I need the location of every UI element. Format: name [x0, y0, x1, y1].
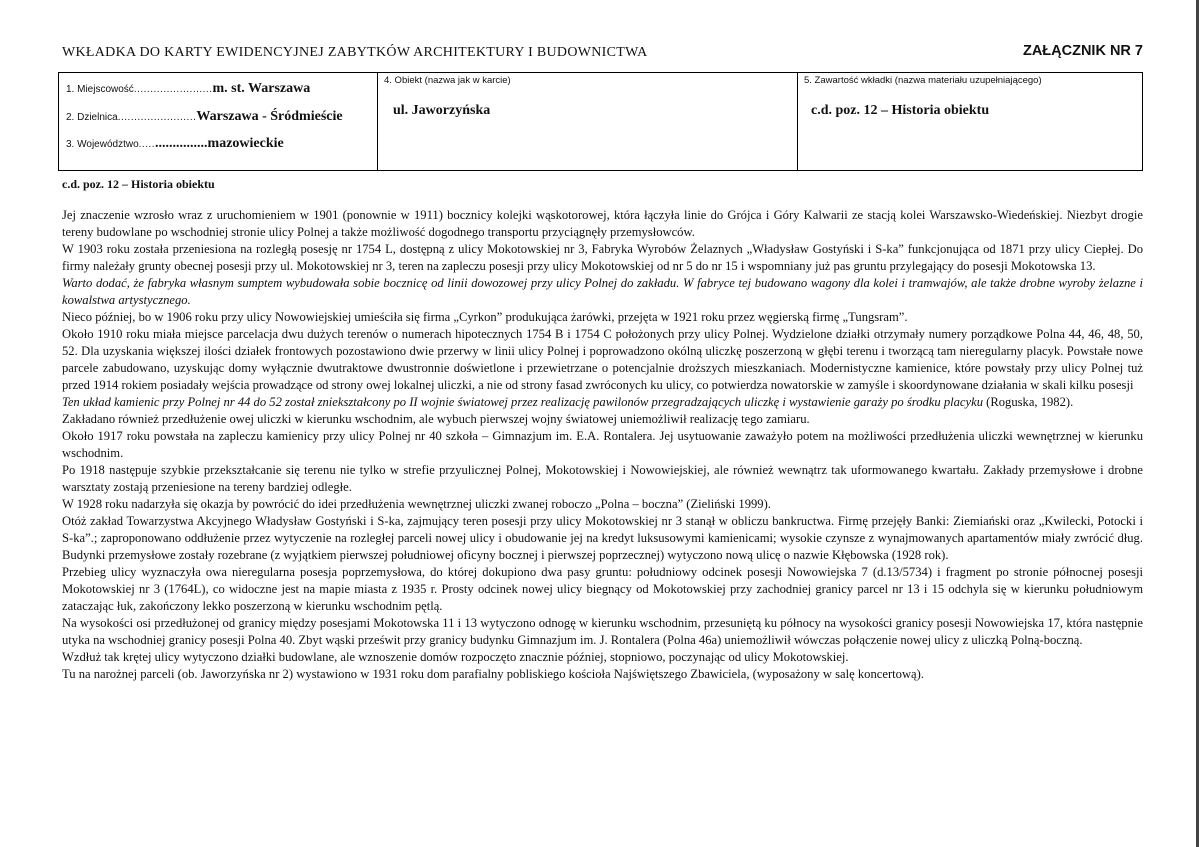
location-cell [59, 73, 378, 170]
content-value: c.d. poz. 12 – Historia obiektu [811, 103, 990, 118]
document-title: WKŁADKA DO KARTY EWIDENCYJNEJ ZABYTKÓW ARCHITEKTURY I BUDOWNICTWA [62, 45, 648, 60]
content-label: 5. Zawartość wkładki (nazwa materiału uzupełniającego) [804, 75, 1042, 86]
italic-passage: Ten układ kamienic przy Polnej nr 44 do 52 został zniekształcony po II wojnie światowej przez realizację pawilonów przegradzających uliczkę i wystawienie garaży po środku placyku [62, 395, 983, 409]
history-paragraph [62, 394, 1143, 411]
voivodeship-field [66, 136, 284, 152]
record-info-box [58, 72, 1143, 171]
voivodeship-label: 3. Województwo [66, 139, 139, 150]
history-paragraph: Około 1910 roku miała miejsce parcelacja dwu dużych terenów o numerach hipotecznych 1754 B i 1754 C położonych przy ulicy Polnej. Wydzielone działki otrzymały numery porządkowe Polna 44, 46, 48, 50, 52. Dla uzyskania większej ilości działek frontowych pozostawiono dwie przerwy w linii ulicy Polnej i poprowadzono okólną uliczkę poszerzoną w głębi terenu i tworzącą tam nieregularny placyk. Powstałe nowe parcele zabudowano, uzyskując domy wyłącznie dwutraktowe dwustronnie doświetlone i przewietrzane o potencjalnie droższych mieszkaniach. Modernistyczne kamienice, które powstały przy ulicy Polnej tuż przed 1914 rokiem posiadały wejścia prowadzące od strony owej lokalnej uliczki, a nie od strony fasad zwróconych ku ulicy, co potwierdza nowatorskie w zamyśle i skoordynowane działania w skali kilku posesji [62, 327, 1143, 392]
history-paragraph: W 1903 roku została przeniesiona na rozległą posesję nr 1754 L, dostępną z ulicy Mokotowskiej nr 3, Fabryka Wyrobów Żelaznych „Władysław Gostyński i S-ka” funkcjonująca od 1871 przy ulicy Ciepłej. Do firmy należały grunty obecnej posesji przy ul. Mokotowskiej nr 3, teren na zapleczu posesji przy ulicy Mokotowskiej od nr 5 do nr 15 i wspomniany już pas gruntu przylegający do posesji Mokotowska 13. [62, 242, 1143, 273]
object-cell [378, 73, 798, 170]
history-paragraph: Jej znaczenie wzrosło wraz z uruchomieniem w 1901 (ponownie w 1911) bocznicy kolejki wąskotorowej, która łączyła linie do Grójca i Góry Kalwarii ze stacją kolei Warszawsko-Wiedeńskiej. Niezbyt drogie tereny budowlane po wschodniej stronie ulicy Polnej a także możliwość dogodnego transportu przyciągnęły przemysłowców. [62, 208, 1143, 239]
district-dots: ........................ [117, 112, 197, 123]
annex-number: ZAŁĄCZNIK NR 7 [1022, 43, 1143, 59]
history-text [62, 207, 1143, 683]
locality-label: 1. Miejscowość [66, 84, 134, 95]
content-cell [798, 73, 1142, 170]
voivodeship-dots: ..... [138, 139, 156, 150]
locality-field [66, 81, 310, 97]
locality-dots: ........................ [133, 84, 213, 95]
voivodeship-value: mazowieckie [207, 136, 284, 151]
history-paragraph: W 1928 roku nadarzyła się okazja by powrócić do idei przedłużenia wewnętrznej uliczki zwanej roboczo „Polna – boczna” (Zieliński 1999). [62, 497, 771, 511]
object-label: 4. Obiekt (nazwa jak w karcie) [384, 75, 511, 86]
citation: (Roguska, 1982). [983, 395, 1074, 409]
history-paragraph: Przebieg ulicy wyznaczyła owa nieregularna posesja poprzemysłowa, do której dokupiono dwa pasy gruntu: południowy odcinek posesji Nowowiejska 7 (d.13/5734) i fragment po stronie północnej posesji Mokotowskiej nr 3 (1764L), co widoczne jest na mapie miasta z 1935 r. Prosty odcinek nowej ulicy biegnący od Mokotowskiej przy zachodniej granicy parcel nr 13 i 15 odchyla się w kierunku południowym zataczając łuk, zakończony lekko poszerzoną w kierunku wschodnim pętlą. [62, 565, 1143, 613]
district-label: 2. Dzielnica [66, 112, 118, 123]
locality-value: m. st. Warszawa [212, 81, 311, 96]
section-heading: c.d. poz. 12 – Historia obiektu [62, 177, 215, 191]
history-paragraph: Otóż zakład Towarzystwa Akcyjnego Władysław Gostyński i S-ka, zajmujący teren posesji przy ulicy Mokotowskiej nr 3 stanął w obliczu bankructwa. Firmę przejęły Banki: Ziemiański oraz „Kwilecki, Potocki i S-ka”.; zaproponowano oddłużenie przez wytyczenie na rozległej parceli nowej ulicy i obudowanie jej na kredyt luksusowymi kamienicami; wysokie czynsze z wynajmowanych apartamentów miały zwrócić dług. Budynki przemysłowe zostały rozebrane (z wyjątkiem pierwszej południowej oficyny bocznej i pierwszej poprzecznej) wytyczono nową ulicę o nazwie Kłębowska (1928 rok). [62, 514, 1143, 562]
history-paragraph: Tu na narożnej parceli (ob. Jaworzyńska nr 2) wystawiono w 1931 roku dom parafialny pobliskiego kościoła Najświętszego Zbawiciela, (wyposażony w salę koncertową). [62, 667, 924, 681]
history-paragraph: Około 1917 roku powstała na zapleczu kamienicy przy ulicy Polnej nr 40 szkoła – Gimnazjum im. E.A. Rontalera. Jej usytuowanie zaważyło potem na możliwości przedłużenia uliczki wewnętrznej w kierunku wschodnim. [62, 429, 1143, 460]
history-paragraph: Zakładano również przedłużenie owej uliczki w kierunku wschodnim, ale wybuch pierwszej wojny światowej uniemożliwił realizację tego zamiaru. [62, 412, 810, 426]
object-value: ul. Jaworzyńska [393, 103, 491, 118]
history-paragraph: Po 1918 następuje szybkie przekształcanie się terenu nie tylko w strefie przyulicznej Polnej, Mokotowskiej i Nowowiejskiej, ale również wewnątrz tak uformowanego kwartału. Zakłady przemysłowe i drobne warsztaty zostają przeniesione na tereny bardziej odległe. [62, 463, 1143, 494]
history-paragraph: Nieco później, bo w 1906 roku przy ulicy Nowowiejskiej umieściła się firma „Cyrkon” produkująca żarówki, przejęta w 1921 roku przez węgierską firmę „Tungsram”. [62, 310, 908, 324]
history-paragraph: Na wysokości osi przedłużonej od granicy między posesjami Mokotowska 11 i 13 wytyczono odnogę w kierunku wschodnim, przesuniętą ku północy na wysokości granicy posesji Nowowiejska 17, która następnie utyka na wschodniej granicy posesji Polna 40. Zbyt wąski prześwit przy granicy budynku Gimnazjum im. J. Rontalera (Polna 46a) uniemożliwił wówczas połączenie nowej ulicy z uliczką Polną-boczną. [62, 616, 1143, 647]
district-field [66, 109, 343, 125]
history-paragraph: Wzdłuż tak krętej ulicy wytyczono działki budowlane, ale wznoszenie domów rozpoczęto znacznie później, stopniowo, poczynając od ulicy Mokotowskiej. [62, 650, 849, 664]
district-value: Warszawa - Śródmieście [196, 109, 343, 124]
history-paragraph: Warto dodać, że fabryka własnym sumptem wybudowała sobie bocznicę od linii dowozowej przy ulicy Polnej do zakładu. W fabryce tej budowano wagony dla kolei i tramwajów, ale także drobne wyroby żelazne i kowalstwa artystycznego. [62, 276, 1143, 307]
voivodeship-dots-bold: ............... [155, 136, 208, 151]
